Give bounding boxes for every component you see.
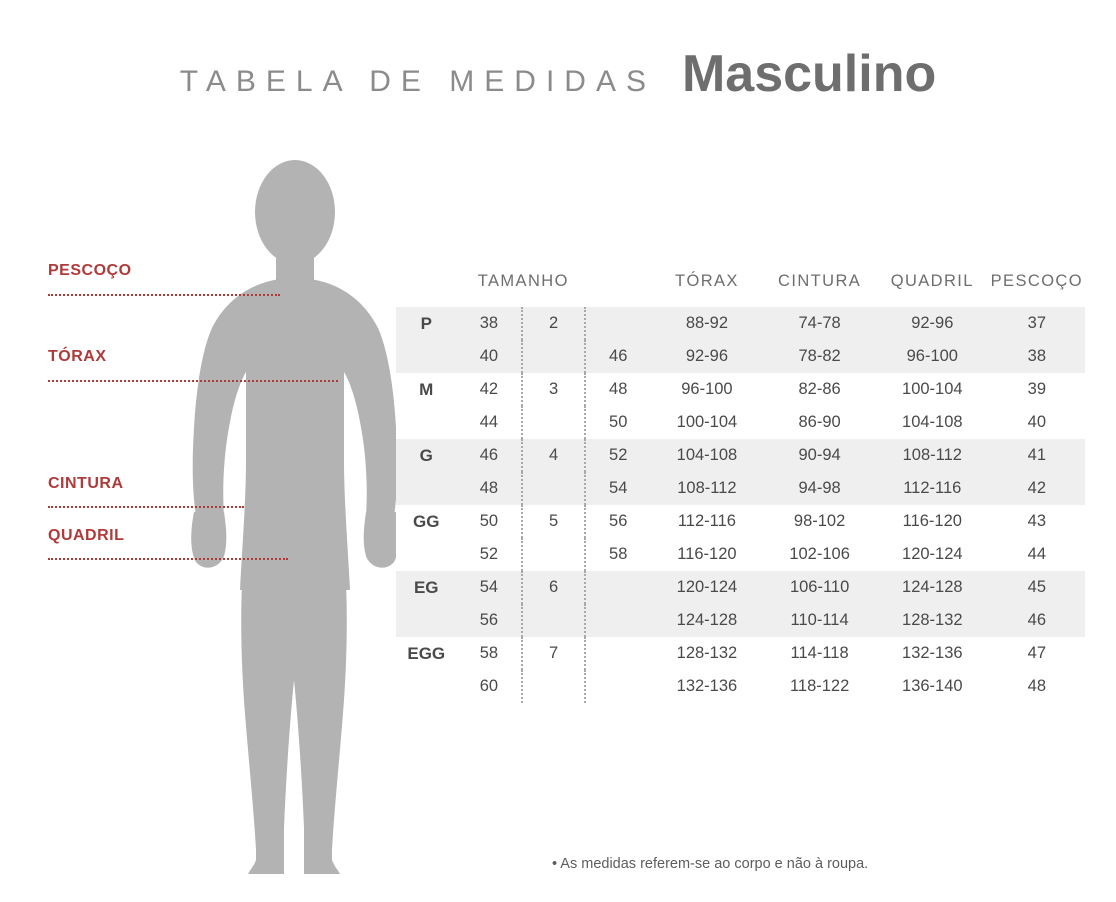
leader-line-quadril [48, 558, 288, 560]
cell-quadril: 92-96 [876, 307, 989, 340]
cell-number-a: 42 [457, 373, 523, 406]
cell-quadril: 108-112 [876, 439, 989, 472]
cell-torax: 120-124 [651, 571, 764, 604]
cell-pescoco: 40 [989, 406, 1085, 439]
table-header-row [396, 272, 1085, 307]
column-header-cintura: CINTURA [778, 272, 862, 290]
table-row [396, 670, 1085, 703]
cell-number-b: 48 [585, 373, 651, 406]
cell-group-number [522, 604, 585, 637]
cell-cintura: 102-106 [763, 538, 876, 571]
cell-pescoco: 48 [989, 670, 1085, 703]
table-row [396, 307, 1085, 340]
cell-number-a: 46 [457, 439, 523, 472]
cell-size-label: M [396, 373, 457, 406]
cell-group-number: 2 [522, 307, 585, 340]
table-row [396, 505, 1085, 538]
cell-torax: 100-104 [651, 406, 764, 439]
table-row [396, 439, 1085, 472]
cell-size-label [396, 604, 457, 637]
cell-number-a: 52 [457, 538, 523, 571]
cell-group-number: 7 [522, 637, 585, 670]
column-header-pescoco: PESCOÇO [990, 272, 1083, 290]
cell-torax: 88-92 [651, 307, 764, 340]
cell-torax: 116-120 [651, 538, 764, 571]
table-row [396, 604, 1085, 637]
cell-group-number [522, 406, 585, 439]
cell-cintura: 86-90 [763, 406, 876, 439]
cell-number-b: 56 [585, 505, 651, 538]
cell-quadril: 128-132 [876, 604, 989, 637]
cell-torax: 132-136 [651, 670, 764, 703]
cell-number-a: 60 [457, 670, 523, 703]
callout-label-quadril: QUADRIL [48, 527, 125, 544]
cell-number-a: 44 [457, 406, 523, 439]
column-header-quadril: QUADRIL [890, 272, 974, 290]
cell-size-label [396, 538, 457, 571]
cell-pescoco: 45 [989, 571, 1085, 604]
cell-size-label: P [396, 307, 457, 340]
cell-size-label: GG [396, 505, 457, 538]
table-row [396, 472, 1085, 505]
cell-cintura: 118-122 [763, 670, 876, 703]
table-row [396, 538, 1085, 571]
table-row [396, 406, 1085, 439]
cell-number-a: 50 [457, 505, 523, 538]
cell-torax: 96-100 [651, 373, 764, 406]
cell-cintura: 94-98 [763, 472, 876, 505]
cell-number-b [585, 637, 651, 670]
cell-number-a: 54 [457, 571, 523, 604]
table-body [396, 307, 1085, 703]
cell-torax: 104-108 [651, 439, 764, 472]
cell-cintura: 78-82 [763, 340, 876, 373]
measurements-table [396, 272, 1086, 703]
cell-torax: 124-128 [651, 604, 764, 637]
cell-size-label [396, 406, 457, 439]
cell-number-a: 38 [457, 307, 523, 340]
cell-torax: 108-112 [651, 472, 764, 505]
cell-size-label: G [396, 439, 457, 472]
cell-cintura: 98-102 [763, 505, 876, 538]
cell-number-b [585, 670, 651, 703]
cell-size-label [396, 670, 457, 703]
cell-quadril: 112-116 [876, 472, 989, 505]
leader-line-pescoco [48, 294, 280, 296]
cell-number-b [585, 604, 651, 637]
cell-pescoco: 41 [989, 439, 1085, 472]
cell-quadril: 124-128 [876, 571, 989, 604]
table-row [396, 571, 1085, 604]
cell-group-number: 6 [522, 571, 585, 604]
cell-number-b: 46 [585, 340, 651, 373]
cell-quadril: 100-104 [876, 373, 989, 406]
table-row [396, 373, 1085, 406]
cell-size-label [396, 340, 457, 373]
page-header [0, 44, 1116, 114]
column-header-tamanho: TAMANHO [477, 272, 569, 290]
table-row [396, 637, 1085, 670]
cell-number-b: 50 [585, 406, 651, 439]
cell-size-label [396, 472, 457, 505]
cell-number-a: 56 [457, 604, 523, 637]
table-row [396, 340, 1085, 373]
cell-pescoco: 38 [989, 340, 1085, 373]
cell-group-number [522, 538, 585, 571]
page-title: Masculino [681, 45, 937, 103]
cell-group-number: 4 [522, 439, 585, 472]
cell-quadril: 136-140 [876, 670, 989, 703]
cell-number-b [585, 307, 651, 340]
cell-number-b: 52 [585, 439, 651, 472]
cell-size-label: EGG [396, 637, 457, 670]
callout-label-cintura: CINTURA [48, 475, 124, 492]
cell-pescoco: 43 [989, 505, 1085, 538]
cell-cintura: 114-118 [763, 637, 876, 670]
cell-pescoco: 44 [989, 538, 1085, 571]
cell-cintura: 82-86 [763, 373, 876, 406]
cell-group-number: 3 [522, 373, 585, 406]
cell-group-number [522, 670, 585, 703]
footnote: • As medidas referem-se ao corpo e não à roupa. [552, 856, 869, 872]
callout-label-torax: TÓRAX [48, 348, 107, 365]
cell-pescoco: 42 [989, 472, 1085, 505]
page-subtitle: TABELA DE MEDIDAS [179, 65, 656, 98]
cell-number-b [585, 571, 651, 604]
cell-group-number: 5 [522, 505, 585, 538]
cell-number-b: 58 [585, 538, 651, 571]
cell-quadril: 120-124 [876, 538, 989, 571]
cell-number-a: 40 [457, 340, 523, 373]
cell-pescoco: 46 [989, 604, 1085, 637]
cell-torax: 92-96 [651, 340, 764, 373]
column-header-torax: TÓRAX [675, 272, 739, 290]
cell-number-b: 54 [585, 472, 651, 505]
cell-cintura: 90-94 [763, 439, 876, 472]
cell-torax: 112-116 [651, 505, 764, 538]
leader-line-torax [48, 380, 338, 382]
cell-cintura: 74-78 [763, 307, 876, 340]
cell-quadril: 116-120 [876, 505, 989, 538]
cell-pescoco: 39 [989, 373, 1085, 406]
measurements-table-wrapper [396, 272, 1086, 703]
callout-label-pescoco: PESCOÇO [48, 262, 132, 279]
cell-quadril: 96-100 [876, 340, 989, 373]
cell-group-number [522, 472, 585, 505]
cell-cintura: 106-110 [763, 571, 876, 604]
cell-pescoco: 47 [989, 637, 1085, 670]
cell-quadril: 132-136 [876, 637, 989, 670]
cell-group-number [522, 340, 585, 373]
cell-number-a: 58 [457, 637, 523, 670]
cell-size-label: EG [396, 571, 457, 604]
cell-torax: 128-132 [651, 637, 764, 670]
cell-quadril: 104-108 [876, 406, 989, 439]
leader-line-cintura [48, 506, 244, 508]
cell-pescoco: 37 [989, 307, 1085, 340]
cell-number-a: 48 [457, 472, 523, 505]
cell-cintura: 110-114 [763, 604, 876, 637]
